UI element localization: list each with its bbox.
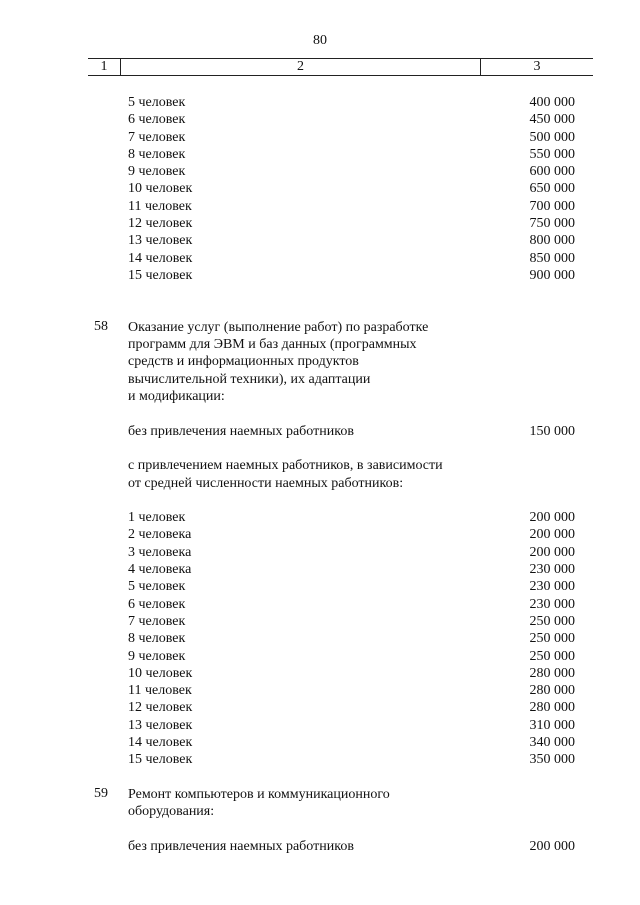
item-number: 59 [94, 785, 108, 801]
row-value: 250 000 [529, 631, 575, 647]
row-value: 700 000 [529, 198, 575, 214]
row-value: 250 000 [529, 648, 575, 664]
column-header-2: 2 [121, 59, 481, 75]
list-item [0, 250, 640, 267]
list-item [0, 215, 640, 232]
list-item [0, 665, 640, 682]
row-value: 250 000 [529, 613, 575, 629]
row-label: 4 человека [128, 562, 192, 578]
row-label: 7 человек [128, 613, 186, 629]
row-label: 9 человек [128, 164, 186, 180]
list-item [0, 509, 640, 526]
row-label: 13 человек [128, 717, 193, 733]
row-label: 5 человек [128, 95, 186, 110]
item-number: 58 [94, 318, 108, 334]
row-label: 10 человек [128, 181, 193, 197]
row-label: 1 человек [128, 510, 186, 526]
row-value: 200 000 [529, 838, 575, 854]
row-label: 14 человек [128, 734, 193, 750]
row-label: 12 человек [128, 700, 193, 716]
row-label: 13 человек [128, 233, 193, 249]
row-label: 15 человек [128, 752, 193, 768]
row-label: 12 человек [128, 216, 193, 232]
list-item [0, 163, 640, 180]
row-label: 8 человек [128, 146, 186, 162]
list-item [0, 578, 640, 595]
document-body [0, 94, 640, 855]
row-label: 2 человека [128, 527, 192, 543]
list-item [0, 630, 640, 647]
row-value: 280 000 [529, 700, 575, 716]
list-item [0, 751, 640, 768]
column-header-1: 1 [88, 59, 121, 75]
text-line: программ для ЭВМ и баз данных (программных [128, 337, 417, 353]
list-item [0, 544, 640, 561]
text-line: средств и информационных продуктов [128, 354, 359, 370]
item-title [128, 319, 488, 405]
row-label: без привлечения наемных работников [128, 423, 354, 439]
row-label: без привлечения наемных работников [128, 838, 354, 854]
list-item [0, 734, 640, 751]
row-label: 7 человек [128, 129, 186, 145]
list-item [0, 717, 640, 734]
row-value: 230 000 [529, 596, 575, 612]
list-item [0, 699, 640, 716]
row-label: 14 человек [128, 250, 193, 266]
row-value: 200 000 [529, 510, 575, 526]
list-item [0, 596, 640, 613]
row-label: 6 человек [128, 596, 186, 612]
row-label: 11 человек [128, 198, 192, 214]
row-value: 800 000 [529, 233, 575, 249]
text-line: с привлечением наемных работников, в зависимости [128, 458, 443, 474]
list-item [0, 180, 640, 197]
page-number: 80 [313, 33, 327, 48]
row-value: 450 000 [529, 112, 575, 128]
item-58-list [0, 509, 640, 768]
row-value: 350 000 [529, 752, 575, 768]
item-58 [0, 319, 640, 405]
table-header [88, 58, 593, 76]
row-label: 15 человек [128, 267, 193, 283]
first-list [0, 94, 640, 284]
list-item [0, 648, 640, 665]
column-header-3: 3 [533, 59, 541, 74]
text-line: вычислительной техники), их адаптации [128, 371, 371, 387]
row-value: 600 000 [529, 164, 575, 180]
list-item [0, 561, 640, 578]
row-value: 230 000 [529, 579, 575, 595]
item-subheading [128, 457, 488, 492]
list-item [0, 267, 640, 284]
row-value: 310 000 [529, 717, 575, 733]
row-label: 8 человек [128, 631, 186, 647]
row-label: 9 человек [128, 648, 186, 664]
list-item [0, 682, 640, 699]
list-item [0, 146, 640, 163]
row-value: 900 000 [529, 267, 575, 283]
item-59 [0, 786, 640, 821]
list-item [0, 111, 640, 128]
row-label: 3 человека [128, 544, 192, 560]
row-value: 280 000 [529, 683, 575, 699]
row-value: 750 000 [529, 216, 575, 232]
text-line: от средней численности наемных работников: [128, 475, 404, 491]
row-value: 280 000 [529, 665, 575, 681]
item-title [128, 786, 488, 821]
row-label: 11 человек [128, 683, 192, 699]
row-value: 650 000 [529, 181, 575, 197]
row-value: 200 000 [529, 527, 575, 543]
list-item [0, 129, 640, 146]
row-value: 200 000 [529, 544, 575, 560]
list-item [0, 423, 640, 440]
row-value: 400 000 [529, 95, 575, 110]
row-label: 5 человек [128, 579, 186, 595]
row-value: 550 000 [529, 146, 575, 162]
row-value: 850 000 [529, 250, 575, 266]
text-line: и модификации: [128, 389, 225, 405]
text-line: Оказание услуг (выполнение работ) по разработке [128, 319, 429, 335]
list-item [0, 232, 640, 249]
row-label: 10 человек [128, 665, 193, 681]
text-line: Ремонт компьютеров и коммуникационного [128, 786, 390, 802]
row-label: 6 человек [128, 112, 186, 128]
list-item [0, 198, 640, 215]
row-value: 150 000 [529, 423, 575, 439]
text-line: оборудования: [128, 804, 215, 820]
list-item [0, 94, 640, 111]
list-item [0, 838, 640, 855]
row-value: 340 000 [529, 734, 575, 750]
row-value: 500 000 [529, 129, 575, 145]
list-item [0, 526, 640, 543]
list-item [0, 613, 640, 630]
row-value: 230 000 [529, 562, 575, 578]
